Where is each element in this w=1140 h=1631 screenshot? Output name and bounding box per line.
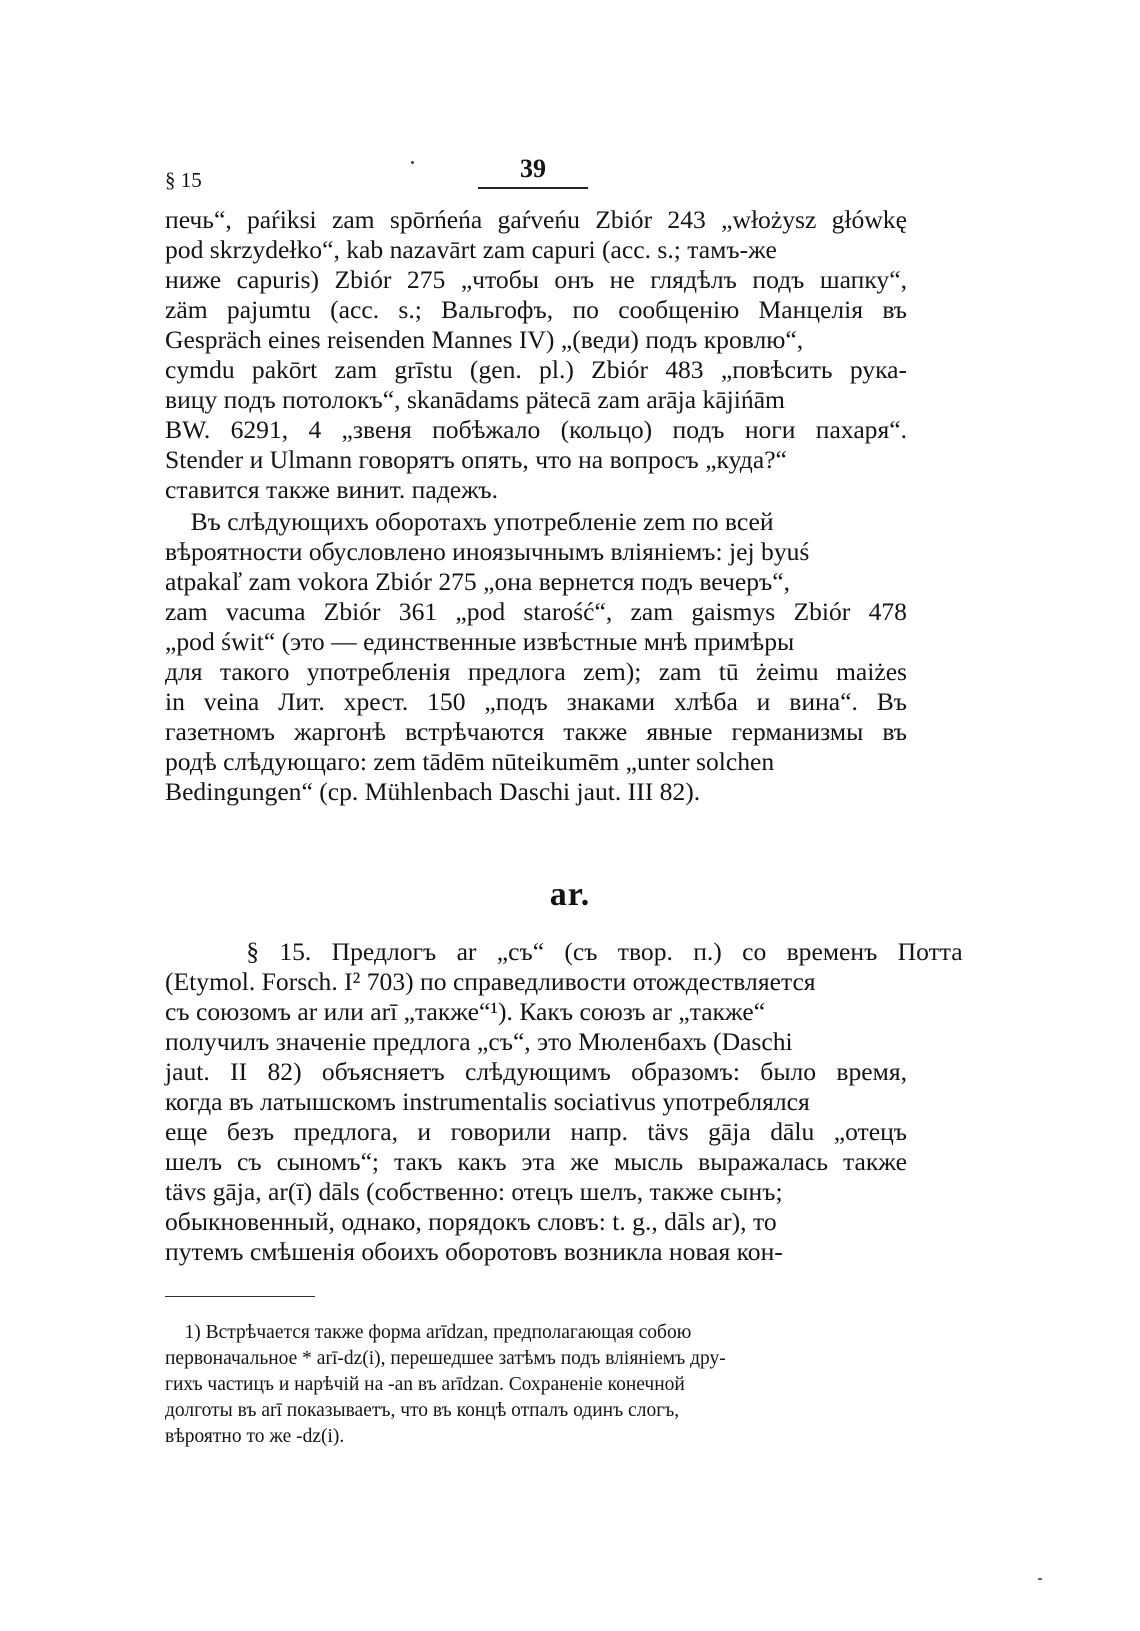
text-line: шелъ съ сыномъ“; такъ какъ эта же мысль выражалась также bbox=[165, 1147, 907, 1176]
footnote-line: вѣроятно то же -dz(i). bbox=[165, 1426, 345, 1447]
footnote-line: 1) Встрѣчается также форма arīdzan, предполагающая собою bbox=[165, 1322, 692, 1343]
text-line: газетномъ жаргонѣ встрѣчаются также явные германизмы въ bbox=[165, 717, 908, 746]
paragraph-1 bbox=[165, 205, 907, 505]
text-line: для такого употребленія предлога zem); zam tū żeimu maiżes bbox=[165, 657, 908, 686]
text-line: когда въ латышскомъ instrumentalis sociativus употреблялся bbox=[165, 1087, 810, 1116]
text-line: „pod świt“ (это — единственные извѣстные мнѣ примѣры bbox=[165, 627, 795, 656]
text-line: обыкновенный, однако, порядокъ словъ: t. g., dāls ar), то bbox=[165, 1207, 777, 1236]
text-line: zam vacuma Zbiór 361 „pod starość“, zam gaismys Zbiór 478 bbox=[165, 597, 907, 626]
print-speck bbox=[1038, 1578, 1042, 1580]
text-line: вицу подъ потолокъ“, skanādams pätecā zam arāja kājińām bbox=[165, 385, 785, 414]
text-line: еще безъ предлога, и говорили напр. tävs gāja dālu „отецъ bbox=[165, 1117, 908, 1146]
text-line: печь“, paŕiksi zam spōrńeńa gaŕveńu Zbiór 243 „włożysz główkę bbox=[165, 205, 907, 234]
text-line: Stender и Ulmann говорятъ опять, что на вопросъ „куда?“ bbox=[165, 445, 787, 474]
print-speck bbox=[411, 161, 414, 164]
text-line: BW. 6291, 4 „звеня побѣжало (кольцо) подъ ноги пахаря“. bbox=[165, 415, 908, 444]
text-line: Bedingungen“ (ср. Mühlenbach Daschi jaut. III 82). bbox=[165, 777, 701, 806]
text-line: jaut. II 82) объясняетъ слѣдующимъ образомъ: было время, bbox=[165, 1057, 908, 1086]
text-line: Въ слѣдующихъ оборотахъ употребленіе zem по всей bbox=[165, 507, 774, 536]
text-line: cymdu pakōrt zam grīstu (gen. pl.) Zbiór 483 „повѣсить рука- bbox=[165, 355, 908, 384]
text-line: § 15. Предлогъ ar „съ“ (съ твор. п.) со временъ Потта bbox=[165, 937, 963, 966]
page-number: 39 bbox=[520, 154, 546, 183]
footnote-line: долготы въ arī показываетъ, что въ концѣ отпалъ одинъ слогъ, bbox=[165, 1400, 680, 1421]
paragraph-2 bbox=[165, 507, 907, 807]
text-line: съ союзомъ ar или arī „также“¹). Какъ союзъ ar „также“ bbox=[165, 997, 766, 1026]
text-line: ставится также винит. падежъ. bbox=[165, 475, 499, 504]
footnote-separator bbox=[165, 1296, 315, 1297]
text-line: Gespräch eines reisenden Mannes IV) „(веди) подъ кровлю“, bbox=[165, 325, 804, 354]
text-line: pod skrzydełko“, kab nazavārt zam capuri (acc. s.; тамъ-же bbox=[165, 235, 777, 264]
text-line: ниже capuris) Zbiór 275 „чтобы онъ не глядѣлъ подъ шапку“, bbox=[165, 265, 907, 294]
text-line: вѣроятности обусловлено иноязычнымъ вліяніемъ: jej byuś bbox=[165, 537, 810, 566]
text-line: родѣ слѣдующаго: zem tādēm nūteikumēm „unter solchen bbox=[165, 747, 775, 776]
text-line: получилъ значеніе предлога „съ“, это Мюленбахъ (Daschi bbox=[165, 1027, 793, 1056]
section-heading: ar. bbox=[549, 876, 591, 913]
footnote bbox=[165, 1320, 907, 1450]
text-line: atpakaľ zam vokora Zbiór 275 „она вернется подъ вечеръ“, bbox=[165, 567, 790, 596]
text-line: (Etymol. Forsch. I² 703) по справедливости отождествляется bbox=[165, 967, 816, 996]
text-line: tävs gāja, ar(ī) dāls (собственно: отецъ шелъ, также сынъ; bbox=[165, 1177, 783, 1206]
running-header-section: § 15 bbox=[165, 168, 202, 192]
footnote-line: первоначальное * arī-dz(i), перешедшее затѣмъ подъ вліяніемъ дру- bbox=[165, 1348, 726, 1369]
text-line: zäm pajumtu (acc. s.; Вальгофъ, по сообщенію Манцелія въ bbox=[165, 295, 908, 324]
text-line: in veina Лит. хрест. 150 „подъ знаками хлѣба и вина“. Въ bbox=[165, 687, 908, 716]
footnote-line: гихъ частицъ и нарѣчій на -an въ arīdzan. Сохраненіе конечной bbox=[165, 1374, 685, 1395]
text-line: путемъ смѣшенія обоихъ оборотовъ возникла новая кон- bbox=[165, 1237, 783, 1266]
paragraph-3 bbox=[165, 937, 963, 1267]
page-number-rule bbox=[478, 187, 588, 189]
